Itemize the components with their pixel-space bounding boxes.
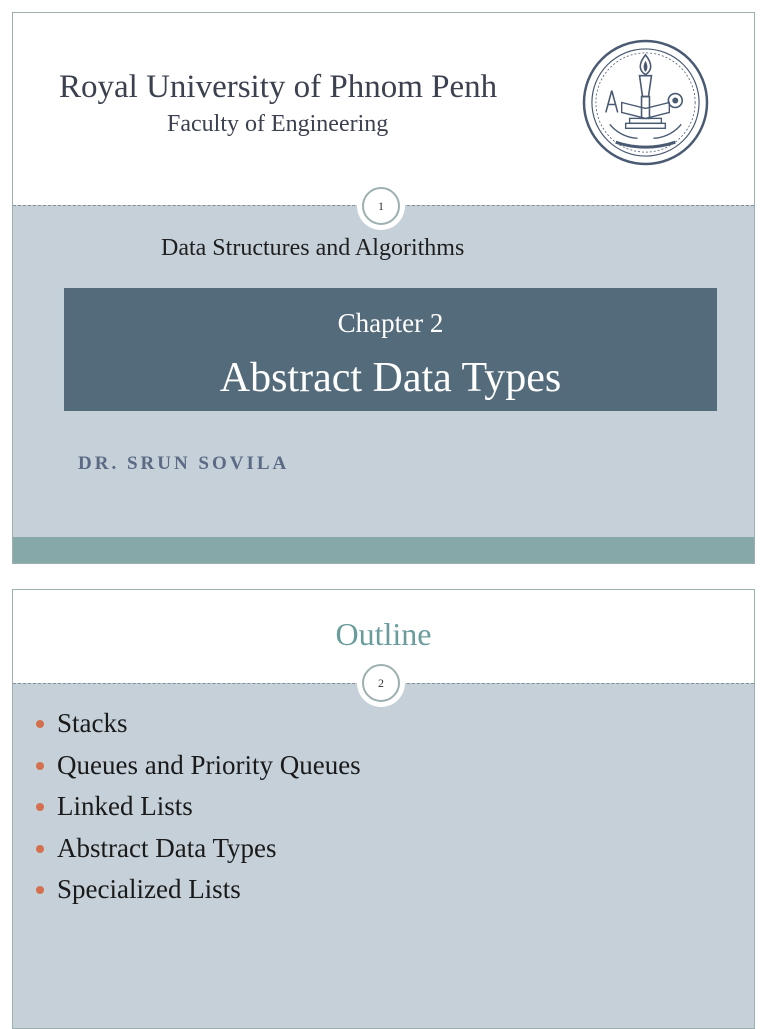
chapter-label: Chapter 2 — [337, 308, 444, 338]
list-item-label: Abstract Data Types — [57, 832, 277, 863]
list-item — [33, 708, 361, 750]
bullet-dot-icon — [36, 762, 44, 770]
slide-number-badge: 2 — [362, 664, 400, 702]
list-item-label: Specialized Lists — [57, 874, 241, 904]
outline-list — [33, 708, 361, 916]
list-item — [33, 791, 361, 833]
slide-1 — [12, 12, 755, 564]
footer-band — [13, 537, 754, 564]
list-item-label: Stacks — [57, 708, 128, 738]
slide-header — [13, 13, 754, 205]
slide-number-badge: 1 — [362, 187, 400, 225]
chapter-banner — [64, 288, 717, 411]
list-item-label: Queues and Priority Queues — [57, 749, 361, 780]
bullet-dot-icon — [36, 803, 44, 811]
bullet-dot-icon — [36, 845, 44, 853]
bullet-dot-icon — [36, 720, 44, 728]
list-item — [33, 874, 361, 916]
outline-title: Outline — [335, 616, 432, 652]
university-name: Royal University of Phnom Penh — [59, 69, 498, 105]
list-item — [33, 833, 361, 875]
course-title: Data Structures and Algorithms — [161, 235, 465, 261]
list-item-label: Linked Lists — [57, 791, 193, 821]
author-name: DR. SRUN SOVILA — [78, 453, 290, 474]
slide-2 — [12, 589, 755, 1029]
list-item — [33, 750, 361, 792]
university-seal-logo — [582, 39, 709, 166]
bullet-dot-icon — [36, 886, 44, 894]
faculty-name: Faculty of Engineering — [167, 111, 389, 137]
chapter-title: Abstract Data Types — [219, 355, 562, 401]
